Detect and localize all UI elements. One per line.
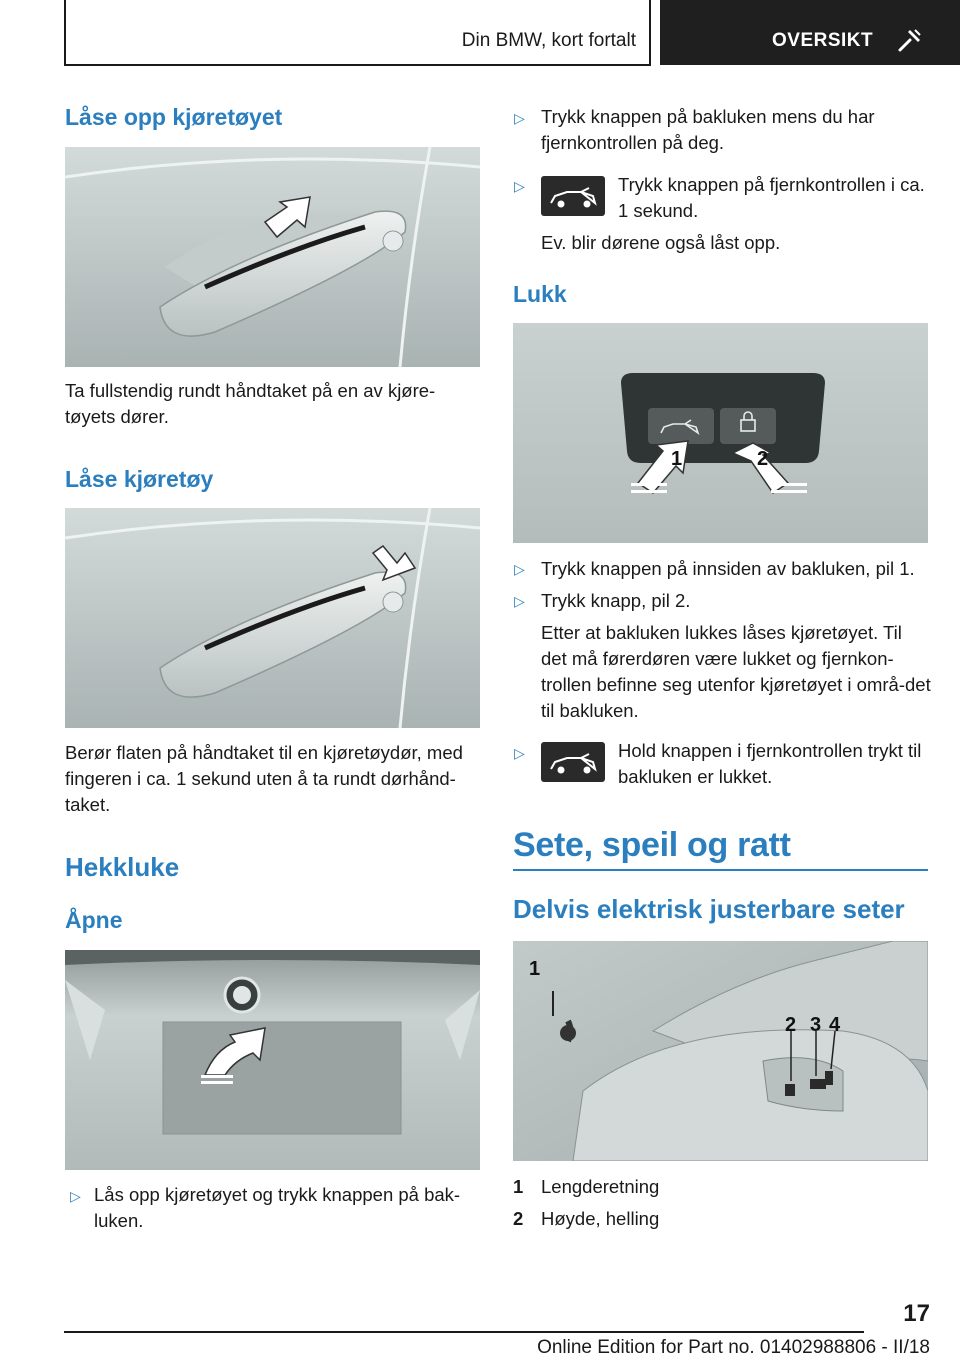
- figure-tailgate-button: [65, 950, 480, 1170]
- car-tailgate-icon: [541, 176, 605, 216]
- close-step-lock-button: Trykk knapp, pil 2.: [541, 590, 691, 611]
- figure-label-2: 2: [785, 1014, 797, 1036]
- bullet-icon: ▷: [70, 1188, 81, 1204]
- figure-label-4: 4: [829, 1014, 841, 1036]
- figure-seat-controls: [513, 941, 928, 1161]
- section-tab-label: OVERSIKT: [772, 30, 874, 51]
- heading-lock-vehicle: Låse kjøretøy: [65, 466, 214, 492]
- close-step-inside-button: Trykk knappen på innsiden av bakluken, pil 1.: [541, 558, 915, 579]
- figure-label-3: 3: [810, 1014, 822, 1036]
- bullet-icon: ▷: [514, 110, 525, 126]
- open-step-tailgate-button: Trykk knappen på bakluken mens du har fjernkontrollen på deg.: [541, 106, 875, 153]
- edition-footer: Online Edition for Part no. 01402988806 - II/18: [537, 1337, 930, 1358]
- lock-description: Berør flaten på håndtaket til en kjøretøydør, med fingeren i ca. 1 sekund uten å ta rundt dørhånd-taket.: [65, 742, 463, 815]
- header-bottom-rule: [64, 64, 650, 66]
- page-number: 17: [903, 1300, 930, 1327]
- bullet-icon: ▷: [514, 745, 525, 761]
- heading-tailgate: Hekkluke: [65, 852, 180, 882]
- footer-rule: [64, 1331, 864, 1333]
- heading-unlock-vehicle: Låse opp kjøretøyet: [65, 104, 283, 130]
- section-tab[interactable]: [660, 0, 960, 65]
- open-step-remote: Trykk knappen på fjernkontrollen i ca. 1 sekund.: [618, 174, 925, 221]
- open-step-unlock: Lås opp kjøretøyet og trykk knappen på bak-luken.: [94, 1184, 461, 1231]
- figure-door-handle-unlock: [65, 147, 480, 367]
- open-note: Ev. blir dørene også låst opp.: [541, 232, 781, 253]
- chapter-title: Din BMW, kort fortalt: [461, 30, 636, 51]
- figure-door-handle-lock: [65, 508, 480, 728]
- figure-label-1: 1: [529, 958, 541, 980]
- bullet-icon: ▷: [514, 178, 525, 194]
- heading-open: Åpne: [65, 907, 123, 933]
- close-step-note: Etter at bakluken lukkes låses kjøretøyet. Til det må førerdøren være lukket og fjernkon-trollen befinne seg utenfor kjøretøyet i områ-det til bakluken.: [541, 622, 931, 721]
- figure-label-1: 1: [671, 448, 683, 470]
- legend-item-height-tilt: Høyde, helling: [541, 1208, 660, 1229]
- heading-seat-mirror-wheel: Sete, speil og ratt: [513, 826, 791, 864]
- unlock-description: Ta fullstendig rundt håndtaket på en av kjøre-tøyets dører.: [65, 380, 436, 427]
- bullet-icon: ▷: [514, 561, 525, 577]
- heading-partially-electric-seats: Delvis elektrisk justerbare seter: [513, 894, 905, 924]
- figure-label-2: 2: [757, 448, 769, 470]
- heading-rule: [513, 869, 928, 871]
- page-header: [0, 0, 960, 66]
- legend-number: 2: [513, 1208, 524, 1229]
- heading-close: Lukk: [513, 281, 567, 307]
- legend-number: 1: [513, 1176, 524, 1197]
- figure-tailgate-close-buttons: [513, 323, 928, 543]
- header-right-rule: [649, 0, 651, 66]
- close-step-remote-hold: Hold knappen i fjernkontrollen trykt til bakluken er lukket.: [618, 740, 922, 787]
- bullet-icon: ▷: [514, 593, 525, 609]
- legend-item-length: Lengderetning: [541, 1176, 660, 1197]
- wrench-hammer-icon: [896, 26, 924, 54]
- car-tailgate-icon: [541, 742, 605, 782]
